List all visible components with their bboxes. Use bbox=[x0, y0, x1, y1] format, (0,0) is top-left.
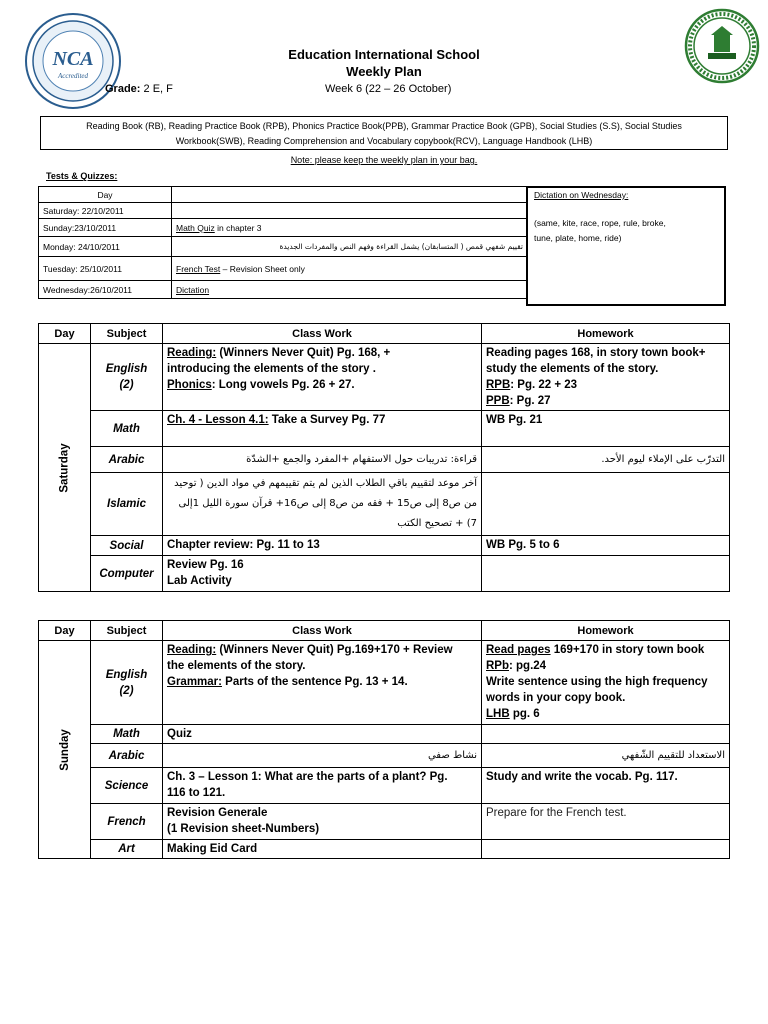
english-homework bbox=[482, 344, 730, 411]
english-cw-text: (Winners Never Quit) Pg.169+170 + Review bbox=[216, 644, 453, 656]
subject-math: Math bbox=[91, 725, 163, 744]
science-cw-line: Ch. 3 – Lesson 1: What are the parts of a plant? Pg. bbox=[167, 771, 448, 783]
tests-item: تقييم شفهي قمص ( المتسابقان) يشمل القراءة وفهم النص والمفردات الجديدة bbox=[279, 242, 523, 251]
subject-arabic: Arabic bbox=[91, 447, 163, 473]
islamic-homework bbox=[482, 473, 730, 536]
saturday-computer-row bbox=[39, 556, 730, 592]
french-cw-line: Revision Generale bbox=[167, 807, 268, 819]
col-day: Day bbox=[39, 621, 91, 641]
arabic-classwork: قراءة: تدريبات حول الاستفهام +المفرد والجمع +الشدّة bbox=[163, 447, 482, 473]
tests-header-row bbox=[39, 187, 528, 203]
sunday-day-cell bbox=[39, 641, 91, 859]
math-lesson-label: Ch. 4 - Lesson 4.1: bbox=[167, 414, 269, 426]
saturday-header-row bbox=[39, 324, 730, 344]
english-classwork bbox=[163, 641, 482, 725]
books-line-2: Workbook(SWB), Reading Comprehension and Vocabulary copybook(RCV), Language Handbook (LHB) bbox=[175, 136, 593, 146]
art-classwork: Making Eid Card bbox=[163, 840, 482, 859]
sunday-table bbox=[38, 620, 730, 859]
subject-english-label: English bbox=[105, 668, 148, 681]
math-homework bbox=[482, 725, 730, 744]
subject-french: French bbox=[91, 804, 163, 840]
subject-english-label: English bbox=[105, 363, 148, 375]
saturday-math-row bbox=[39, 411, 730, 447]
arabic-homework: الاستعداد للتقييم الشّفهي bbox=[482, 744, 730, 768]
sunday-math-row bbox=[39, 725, 730, 744]
english-hw-line bbox=[486, 393, 725, 409]
col-classwork: Class Work bbox=[163, 324, 482, 344]
computer-cw-line: Review Pg. 16 bbox=[167, 559, 244, 571]
ppb-label: PPB bbox=[486, 395, 510, 407]
tests-item-cell bbox=[172, 219, 528, 237]
lhb-label: LHB bbox=[486, 708, 510, 720]
art-homework bbox=[482, 840, 730, 859]
subject-social: Social bbox=[91, 536, 163, 556]
tests-row bbox=[39, 237, 528, 257]
arabic-homework: التدرّب على الإملاء ليوم الأحد. bbox=[482, 447, 730, 473]
plan-title: Weekly Plan bbox=[346, 64, 422, 79]
english-cw-text: : Long vowels Pg. 26 + 27. bbox=[211, 379, 355, 391]
english-hw-text: : pg.24 bbox=[509, 660, 547, 672]
tests-table bbox=[38, 186, 528, 299]
subject-science: Science bbox=[91, 768, 163, 804]
col-subject: Subject bbox=[91, 324, 163, 344]
sunday-header-row bbox=[39, 621, 730, 641]
english-cw-text: (Winners Never Quit) Pg. 168, + bbox=[216, 347, 391, 359]
col-homework: Homework bbox=[482, 324, 730, 344]
col-classwork: Class Work bbox=[163, 621, 482, 641]
english-cw-text: Parts of the sentence Pg. 13 + 14. bbox=[221, 676, 408, 688]
english-classwork bbox=[163, 344, 482, 411]
english-homework bbox=[482, 641, 730, 725]
tests-item-cell bbox=[172, 237, 528, 257]
subject-english bbox=[91, 641, 163, 725]
subject-english-num: (2) bbox=[119, 379, 134, 391]
english-hw-line: study the elements of the story. bbox=[486, 363, 659, 375]
rpb-label: RPb bbox=[486, 660, 509, 672]
reading-label: Reading: bbox=[167, 347, 217, 359]
read-pages-label: Read pages bbox=[486, 644, 551, 656]
saturday-english-row bbox=[39, 344, 730, 411]
tests-item-title: Dictation bbox=[176, 284, 210, 295]
tests-day: Monday: 24/10/2011 bbox=[39, 237, 172, 257]
col-homework: Homework bbox=[482, 621, 730, 641]
svg-text:NCA: NCA bbox=[52, 48, 94, 70]
social-homework: WB Pg. 5 to 6 bbox=[482, 536, 730, 556]
subject-math: Math bbox=[91, 411, 163, 447]
col-day: Day bbox=[39, 324, 91, 344]
math-classwork bbox=[163, 411, 482, 447]
french-hw-text: Prepare for the French test. bbox=[486, 807, 627, 819]
grade-value: 2 E, F bbox=[143, 83, 173, 95]
sunday-arabic-row bbox=[39, 744, 730, 768]
english-hw-line bbox=[486, 658, 725, 674]
arabic-classwork: نشاط صفي bbox=[163, 744, 482, 768]
sunday-day-label: Sunday bbox=[58, 728, 71, 771]
tests-item-cell bbox=[172, 281, 528, 299]
tests-item-cell bbox=[172, 203, 528, 219]
saturday-arabic-row bbox=[39, 447, 730, 473]
books-legend bbox=[40, 116, 728, 150]
computer-classwork bbox=[163, 556, 482, 592]
saturday-social-row bbox=[39, 536, 730, 556]
english-cw-line bbox=[167, 377, 477, 393]
week-info: Week 6 (22 – 26 October) bbox=[325, 83, 452, 95]
math-cw-text: Take a Survey Pg. 77 bbox=[268, 414, 386, 426]
reading-label: Reading: bbox=[167, 644, 217, 656]
rpb-label: RPB bbox=[486, 379, 511, 391]
english-cw-line: the elements of the story. bbox=[167, 660, 306, 672]
col-subject: Subject bbox=[91, 621, 163, 641]
saturday-day-cell bbox=[39, 344, 91, 592]
english-hw-line bbox=[486, 642, 725, 658]
tests-day: Saturday: 22/10/2011 bbox=[39, 203, 172, 219]
svg-text:Accredited: Accredited bbox=[57, 72, 89, 80]
tests-row bbox=[39, 281, 528, 299]
math-classwork: Quiz bbox=[163, 725, 482, 744]
math-homework: WB Pg. 21 bbox=[482, 411, 730, 447]
tests-day: Wednesday:26/10/2011 bbox=[39, 281, 172, 299]
school-name: Education International School bbox=[288, 47, 480, 62]
dictation-words-1: (same, kite, race, rope, rule, broke, bbox=[534, 218, 666, 228]
subject-art: Art bbox=[91, 840, 163, 859]
tests-item: – Revision Sheet only bbox=[220, 263, 305, 274]
english-cw-line bbox=[167, 345, 477, 361]
subject-islamic: Islamic bbox=[91, 473, 163, 536]
bag-note: Note: please keep the weekly plan in your bag. bbox=[290, 155, 478, 165]
english-hw-text: : Pg. 22 + 23 bbox=[510, 379, 578, 391]
subject-arabic: Arabic bbox=[91, 744, 163, 768]
saturday-islamic-row bbox=[39, 473, 730, 536]
tests-item-cell bbox=[172, 257, 528, 281]
sunday-art-row bbox=[39, 840, 730, 859]
dictation-box bbox=[526, 186, 726, 306]
french-homework bbox=[482, 804, 730, 840]
tests-row bbox=[39, 219, 528, 237]
english-cw-line: introducing the elements of the story . bbox=[167, 363, 376, 375]
tests-day-header: Day bbox=[39, 187, 172, 203]
saturday-table bbox=[38, 323, 730, 592]
books-line-1: Reading Book (RB), Reading Practice Book (RPB), Phonics Practice Book(PPB), Grammar Practice Book (GPB), Social Studies (S.S), Social Studies bbox=[86, 121, 682, 131]
islamic-classwork: آخر موعد لتقييم باقي الطلاب الذين لم يتم تقييمهم في مواد الدين ( توحيد من ص8 إلى ص15 + فقه من ص8 إلى ص16+ قرآن سورة الليل 1إلى 7) + تصحيح الكتب bbox=[163, 473, 482, 536]
saturday-day-label: Saturday bbox=[58, 442, 71, 493]
english-hw-text: 169+170 in story town book bbox=[550, 644, 705, 656]
english-hw-line bbox=[486, 377, 725, 393]
sunday-english-row bbox=[39, 641, 730, 725]
dictation-title: Dictation on Wednesday: bbox=[534, 190, 629, 200]
english-hw-text: pg. 6 bbox=[509, 708, 540, 720]
english-hw-line: Reading pages 168, in story town book+ bbox=[486, 347, 706, 359]
sunday-science-row bbox=[39, 768, 730, 804]
computer-homework bbox=[482, 556, 730, 592]
sunday-french-row bbox=[39, 804, 730, 840]
english-hw-line: Write sentence using the high frequency bbox=[486, 676, 708, 688]
computer-cw-line: Lab Activity bbox=[167, 575, 232, 587]
science-homework: Study and write the vocab. Pg. 117. bbox=[482, 768, 730, 804]
english-hw-line: words in your copy book. bbox=[486, 692, 626, 704]
tests-title: Tests & Quizzes: bbox=[46, 171, 118, 181]
english-hw-line bbox=[486, 706, 725, 722]
tests-day: Sunday:23/10/2011 bbox=[39, 219, 172, 237]
science-classwork bbox=[163, 768, 482, 804]
dictation-words-2: tune, plate, home, ride) bbox=[534, 233, 622, 243]
grade-label: Grade: bbox=[105, 83, 141, 95]
grade-info bbox=[105, 83, 173, 95]
tests-row bbox=[39, 203, 528, 219]
tests-item-title: Math Quiz bbox=[176, 222, 215, 233]
tests-item-cell bbox=[172, 187, 528, 203]
tests-item-title: French Test bbox=[176, 263, 221, 274]
phonics-label: Phonics bbox=[167, 379, 212, 391]
tests-item: in chapter 3 bbox=[214, 222, 262, 233]
subject-english-num: (2) bbox=[119, 684, 134, 697]
english-cw-line bbox=[167, 674, 477, 690]
english-hw-text: : Pg. 27 bbox=[509, 395, 551, 407]
french-cw-line: (1 Revision sheet-Numbers) bbox=[167, 823, 320, 835]
tests-row bbox=[39, 257, 528, 281]
english-cw-line bbox=[167, 642, 477, 658]
science-cw-line: 116 to 121. bbox=[167, 787, 226, 799]
subject-computer: Computer bbox=[91, 556, 163, 592]
french-classwork bbox=[163, 804, 482, 840]
social-classwork: Chapter review: Pg. 11 to 13 bbox=[163, 536, 482, 556]
grammar-label: Grammar: bbox=[167, 676, 222, 688]
tests-day: Tuesday: 25/10/2011 bbox=[39, 257, 172, 281]
subject-english bbox=[91, 344, 163, 411]
